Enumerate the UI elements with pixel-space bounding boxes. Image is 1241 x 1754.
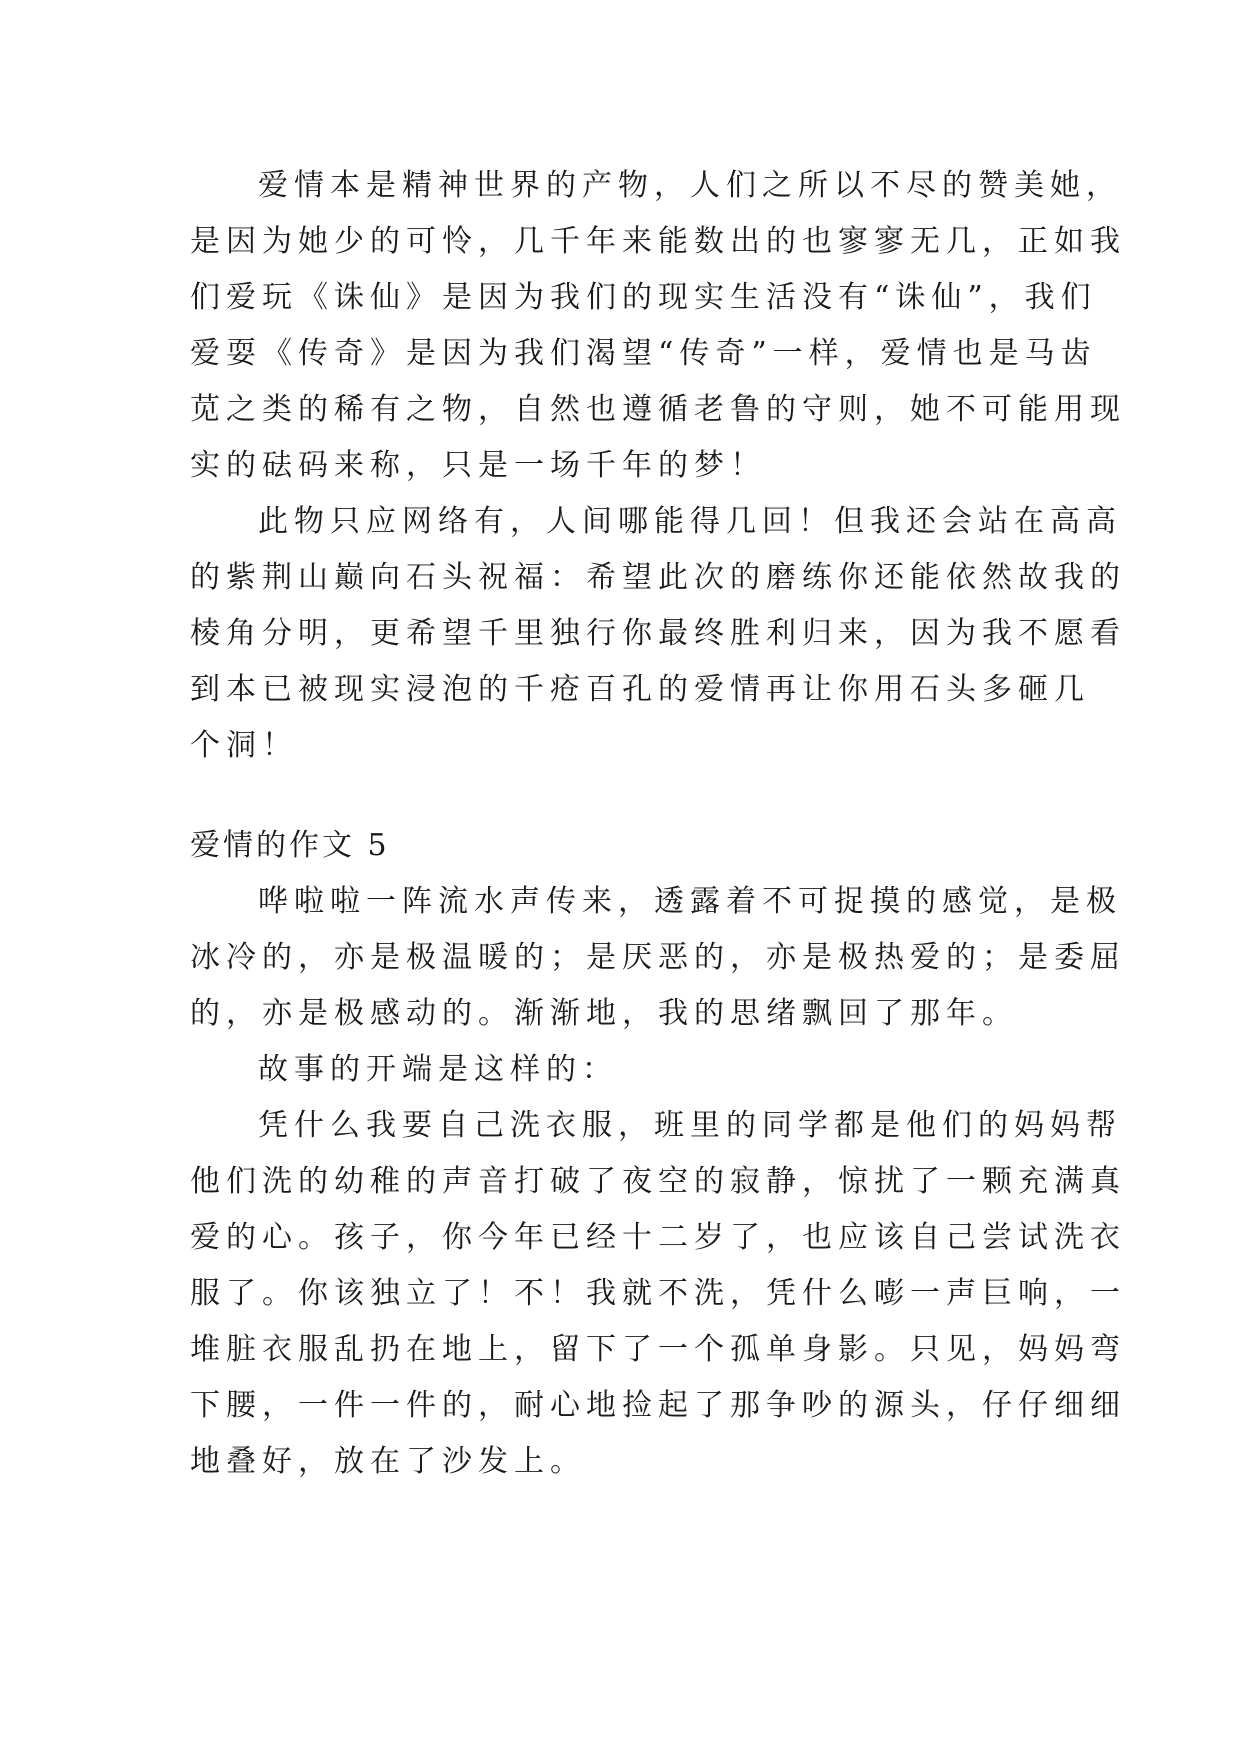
text-line: 爱情本是精神世界的产物，人们之所以不尽的赞美她， — [258, 168, 1122, 203]
section-paragraph-1 — [190, 874, 1126, 1042]
section-title: 爱情的作文 5 — [190, 828, 390, 863]
text-line: 的紫荆山巅向石头祝福：希望此次的磨练你还能依然故我的 — [190, 560, 1126, 595]
text-line: 服了。你该独立了！不！我就不洗，凭什么嘭一声巨响，一 — [190, 1276, 1126, 1311]
text-line: 实的砝码来称，只是一场千年的梦！ — [190, 448, 766, 483]
paragraph-1 — [190, 158, 1126, 494]
text-line: 故事的开端是这样的： — [258, 1052, 618, 1087]
paragraph-2 — [190, 494, 1126, 774]
document-body — [190, 158, 1126, 1490]
text-line: 凭什么我要自己洗衣服，班里的同学都是他们的妈妈帮 — [258, 1108, 1122, 1143]
text-line: 们爱玩《诛仙》是因为我们的现实生活没有“诛仙”，我们 — [190, 280, 1097, 315]
text-line: 哗啦啦一阵流水声传来，透露着不可捉摸的感觉，是极 — [258, 884, 1122, 919]
text-line: 个洞！ — [190, 728, 298, 763]
text-line: 爱的心。孩子，你今年已经十二岁了，也应该自己尝试洗衣 — [190, 1220, 1126, 1255]
text-line: 是因为她少的可怜，几千年来能数出的也寥寥无几，正如我 — [190, 224, 1126, 259]
text-line: 的，亦是极感动的。渐渐地，我的思绪飘回了那年。 — [190, 996, 1018, 1031]
text-line: 冰冷的，亦是极温暖的；是厌恶的，亦是极热爱的；是委屈 — [190, 940, 1126, 975]
section-paragraph-2 — [190, 1042, 1070, 1098]
text-line: 到本已被现实浸泡的千疮百孔的爱情再让你用石头多砸几 — [190, 672, 1090, 707]
text-line: 苋之类的稀有之物，自然也遵循老鲁的守则，她不可能用现 — [190, 392, 1126, 427]
text-line: 地叠好，放在了沙发上。 — [190, 1444, 586, 1479]
text-line: 爱耍《传奇》是因为我们渴望“传奇”一样，爱情也是马齿 — [190, 336, 1097, 371]
text-line: 棱角分明，更希望千里独行你最终胜利归来，因为我不愿看 — [190, 616, 1126, 651]
section-gap — [190, 774, 1070, 818]
text-line: 下腰，一件一件的，耐心地捡起了那争吵的源头，仔仔细细 — [190, 1388, 1126, 1423]
text-line: 堆脏衣服乱扔在地上，留下了一个孤单身影。只见，妈妈弯 — [190, 1332, 1126, 1367]
text-line: 此物只应网络有，人间哪能得几回！但我还会站在高高 — [258, 504, 1122, 539]
text-line: 他们洗的幼稚的声音打破了夜空的寂静，惊扰了一颗充满真 — [190, 1164, 1126, 1199]
section-paragraph-3 — [190, 1098, 1126, 1490]
